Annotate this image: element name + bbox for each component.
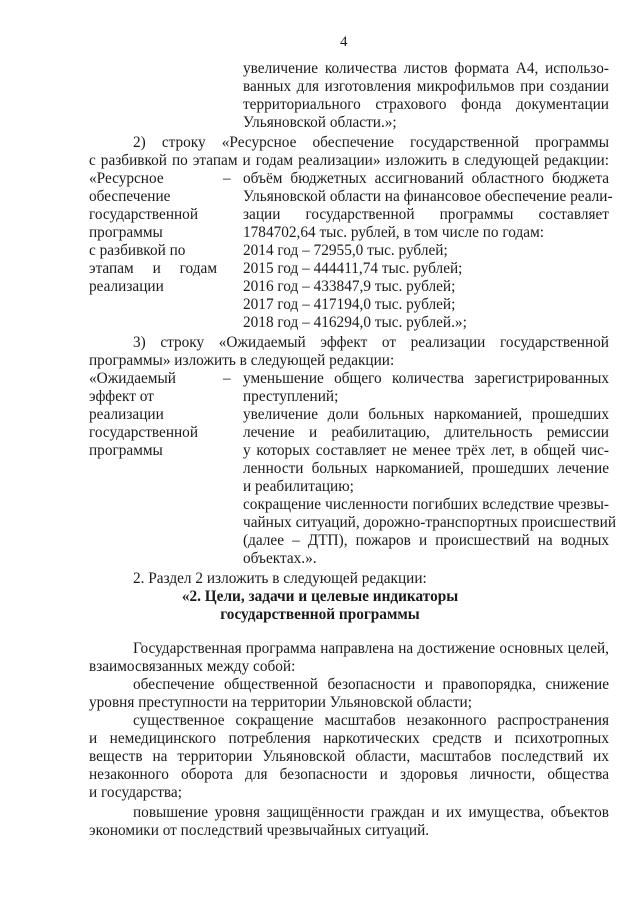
text-line: и немедицинского потребления наркотических средств и психотропных: [89, 730, 609, 747]
text-line: Государственная программа направлена на достижение основных целей,: [133, 640, 609, 657]
section-heading: государственной программы: [220, 606, 420, 623]
text-line: 2. Раздел 2 изложить в следующей редакции:: [133, 570, 427, 587]
table-value-line: увеличение доли больных наркоманией, прошедших: [243, 406, 609, 423]
table-value-line: преступлений;: [243, 388, 339, 405]
text-line: Ульяновской области.»;: [243, 114, 397, 131]
table-label-line: реализации: [89, 406, 164, 423]
table-value-line: 2018 год – 416294,0 тыс. рублей.»;: [243, 314, 467, 331]
text-line: повышение уровня защищённости граждан и их имущества, объектов: [133, 804, 609, 821]
section-heading: «2. Цели, задачи и целевые индикаторы: [181, 588, 459, 605]
table-dash: –: [223, 170, 231, 187]
table-value-line: объём бюджетных ассигнований областного бюджета: [243, 170, 609, 187]
table-value-line: Ульяновской области на финансовое обеспечение реали-: [243, 188, 613, 205]
text-line: экономики от последствий чрезвычайных ситуаций.: [89, 822, 430, 839]
text-line: существенное сокращение масштабов незаконного распространения: [133, 712, 609, 729]
table-dash: –: [223, 370, 231, 387]
table-value-line: уменьшение общего количества зарегистрированных: [243, 370, 609, 387]
text-line: и государства;: [89, 784, 182, 801]
table-label-line: «Ожидаемый: [89, 370, 176, 387]
text-line: с разбивкой по этапам и годам реализации» изложить в следующей редакции:: [89, 152, 609, 169]
table-value-line: и реабилитацию;: [243, 478, 354, 495]
table-label-line: реализации: [89, 278, 164, 295]
text-line: уровня преступности на территории Ульяновской области;: [89, 694, 472, 711]
table-value-line: 2014 год – 72955,0 тыс. рублей;: [243, 242, 448, 259]
table-value-line: ленности больных наркоманией, прошедших лечение: [243, 460, 609, 477]
table-value-line: сокращение численности погибших вследствие чрезвы-: [243, 496, 609, 513]
table-label-line: государственной: [89, 424, 199, 441]
text-line: увеличение количества листов формата А4, использо-: [243, 60, 609, 77]
table-value-line: (далее – ДТП), пожаров и происшествий на водных: [243, 532, 609, 549]
text-line: 3) строку «Ожидаемый эффект от реализации государственной: [133, 334, 609, 351]
text-line: ванных для изготовления микрофильмов при создании: [243, 78, 609, 95]
table-label-line: с разбивкой по: [89, 242, 186, 259]
table-label-line: государственной: [89, 206, 199, 223]
table-value-line: 2015 год – 444411,74 тыс. рублей;: [243, 260, 463, 277]
table-value-line: чайных ситуаций, дорожно-транспортных происшествий: [243, 514, 617, 531]
text-line: программы» изложить в следующей редакции:: [89, 352, 395, 369]
text-line: территориального страхового фонда документации: [243, 96, 609, 113]
table-label-line: этапам и годам: [89, 260, 217, 277]
text-line: взаимосвязанных между собой:: [89, 658, 296, 675]
table-value-line: 2017 год – 417194,0 тыс. рублей;: [243, 296, 456, 313]
table-value-line: объектах.».: [243, 550, 317, 567]
table-label-line: программы: [89, 224, 163, 241]
text-line: 2) строку «Ресурсное обеспечение государственной программы: [133, 134, 609, 151]
table-value-line: 1784702,64 тыс. рублей, в том числе по годам:: [243, 224, 545, 241]
table-label-line: эффект от: [89, 388, 154, 405]
table-value-line: лечение и реабилитацию, длительность ремиссии: [243, 424, 609, 441]
text-line: незаконного оборота для безопасности и здоровья личности, общества: [89, 766, 609, 783]
table-label-line: программы: [89, 442, 163, 459]
text-line: веществ на территории Ульяновской области, масштабов последствий их: [89, 748, 609, 765]
page-number: 4: [340, 34, 348, 50]
table-value-line: 2016 год – 433847,9 тыс. рублей;: [243, 278, 456, 295]
table-label-line: «Ресурсное: [89, 170, 164, 187]
text-line: обеспечение общественной безопасности и правопорядка, снижение: [133, 676, 609, 693]
table-label-line: обеспечение: [89, 188, 171, 205]
table-value-line: у которых составляет не менее трёх лет, в общей чис-: [243, 442, 609, 459]
table-value-line: зации государственной программы составляет: [243, 206, 609, 223]
